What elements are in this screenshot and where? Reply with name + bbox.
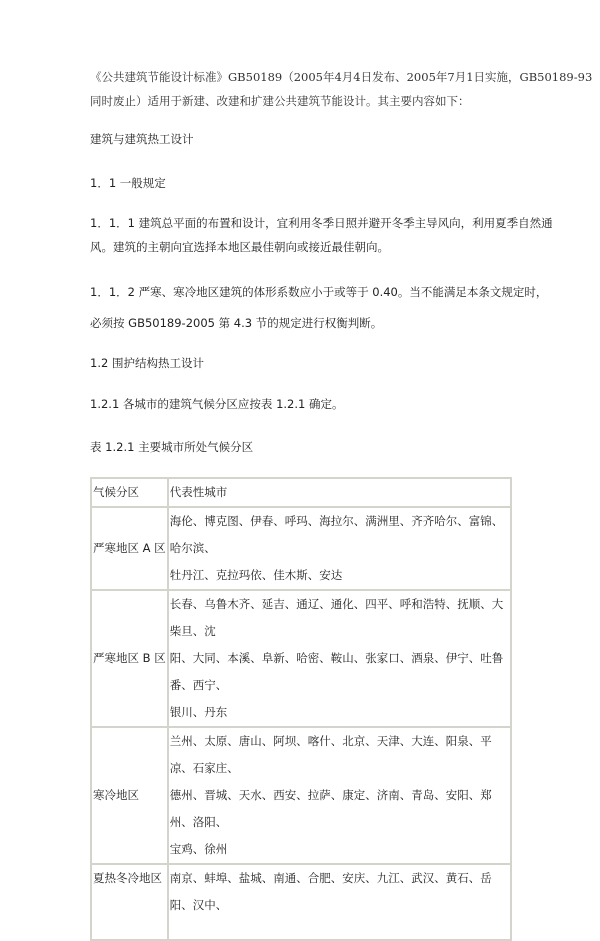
header-cities: 代表性城市 <box>168 478 511 507</box>
cities-line: 兰州、太原、唐山、阿坝、喀什、北京、天津、大连、阳泉、平凉、石家庄、 <box>169 734 492 775</box>
table-row <box>91 507 511 590</box>
header-zone: 气候分区 <box>91 478 168 507</box>
table-row <box>91 727 511 864</box>
intro-line-2: 同时废止）适用于新建、改建和扩建公共建筑节能设计。其主要内容如下： <box>90 94 470 108</box>
zone-cell: 夏热冬冷地区 <box>91 864 168 940</box>
cities-line: 牡丹江、克拉玛依、佳木斯、安达 <box>169 568 343 582</box>
table-row <box>91 864 511 940</box>
cities-cell <box>168 507 511 590</box>
cities-line: 海伦、博克图、伊春、呼玛、海拉尔、满洲里、齐齐哈尔、富锦、哈尔滨、 <box>169 514 504 555</box>
zone-cell: 严寒地区 B 区 <box>91 590 168 727</box>
zone-cell: 寒冷地区 <box>91 727 168 864</box>
table-title: 表 1.2.1 主要城市所处气候分区 <box>90 440 254 454</box>
clause-1-2-1: 1.2.1 各城市的建筑气候分区应按表 1.2.1 确定。 <box>90 397 344 411</box>
intro-line-1: 《公共建筑节能设计标准》GB50189（2005年4月4日发布、2005年7月1日实施，GB50189-93 <box>90 70 593 84</box>
cities-line: 宝鸡、徐州 <box>169 842 228 856</box>
cities-cell <box>168 727 511 864</box>
section-1-2: 1.2 围护结构热工设计 <box>90 356 204 370</box>
zone-cell: 严寒地区 A 区 <box>91 507 168 590</box>
section-1-1: 1．1 一般规定 <box>90 176 166 190</box>
cities-line: 阳、大同、本溪、阜新、哈密、鞍山、张家口、酒泉、伊宁、吐鲁番、西宁、 <box>169 651 504 692</box>
clause-1-1-2-line-2: 必须按 GB50189-2005 第 4.3 节的规定进行权衡判断。 <box>90 316 383 330</box>
cities-line: 德州、晋城、天水、西安、拉萨、康定、济南、青岛、安阳、郑州、洛阳、 <box>169 788 492 829</box>
table-header-row <box>91 478 511 507</box>
cities-cell <box>168 864 511 940</box>
cities-line: 南京、蚌埠、盐城、南通、合肥、安庆、九江、武汉、黄石、岳阳、汉中、 <box>169 871 492 912</box>
cities-line: 长春、乌鲁木齐、延吉、通辽、通化、四平、呼和浩特、抚顺、大柴旦、沈 <box>169 597 504 638</box>
clause-1-1-2-line-1: 1．1．2 严寒、寒冷地区建筑的体形系数应小于或等于 0.40。当不能满足本条文规定时， <box>90 285 548 299</box>
climate-zone-table <box>90 477 512 941</box>
cities-cell <box>168 590 511 727</box>
clause-1-1-1-line-1: 1．1．1 建筑总平面的布置和设计，宜利用冬季日照并避开冬季主导风向，利用夏季自然通 <box>90 216 553 230</box>
clause-1-1-1-line-2: 风。建筑的主朝向宜选择本地区最佳朝向或接近最佳朝向。 <box>90 240 389 254</box>
section-heading: 建筑与建筑热工设计 <box>90 132 194 146</box>
table-row <box>91 590 511 727</box>
cities-line: 银川、丹东 <box>169 705 228 719</box>
